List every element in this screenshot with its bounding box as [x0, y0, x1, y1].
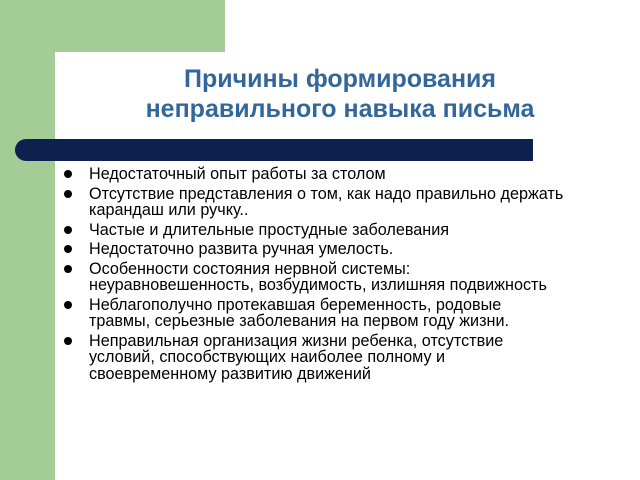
title-line-1: Причины формирования [183, 65, 497, 93]
bullet-item [64, 222, 564, 239]
bullet-text: Отсутствие представления о том, как надо правильно держать карандаш или ручку.. [89, 184, 564, 219]
title-line-2: неправильного навыка письма [145, 95, 535, 123]
bullet-text: Особенности состояния нервной системы: неуравновешенность, возбудимость, излишняя подвижность [89, 259, 547, 294]
bullet-dot-icon [64, 301, 72, 309]
title-rule-bar [15, 139, 533, 161]
bullet-text: Неблагополучно протекавшая беременность, родовые травмы, серьезные заболевания на первом году жизни. [89, 295, 509, 330]
green-top-block [0, 0, 225, 52]
bullet-dot-icon [64, 226, 72, 234]
bullet-item [64, 241, 564, 258]
bullet-text: Частые и длительные простудные заболевания [89, 220, 450, 239]
bullet-dot-icon [64, 337, 72, 345]
green-side-band [0, 0, 55, 480]
bullet-text: Недостаточный опыт работы за столом [89, 165, 386, 183]
slide-title [60, 64, 620, 124]
bullet-dot-icon [64, 190, 72, 198]
bullet-text: Неправильная организация жизни ребенка, отсутствие условий, способствующих наиболее полному и своевременному развитию движений [89, 331, 504, 383]
bullet-dot-icon [64, 170, 72, 178]
bullet-dot-icon [64, 245, 72, 253]
bullet-item [64, 186, 564, 219]
bullet-item [64, 297, 564, 330]
bullet-text: Недостаточно развита ручная умелость. [89, 240, 394, 258]
bullet-list [64, 166, 564, 385]
bullet-item [64, 261, 564, 294]
bullet-item [64, 333, 564, 383]
bullet-item [64, 166, 564, 183]
bullet-dot-icon [64, 265, 72, 273]
